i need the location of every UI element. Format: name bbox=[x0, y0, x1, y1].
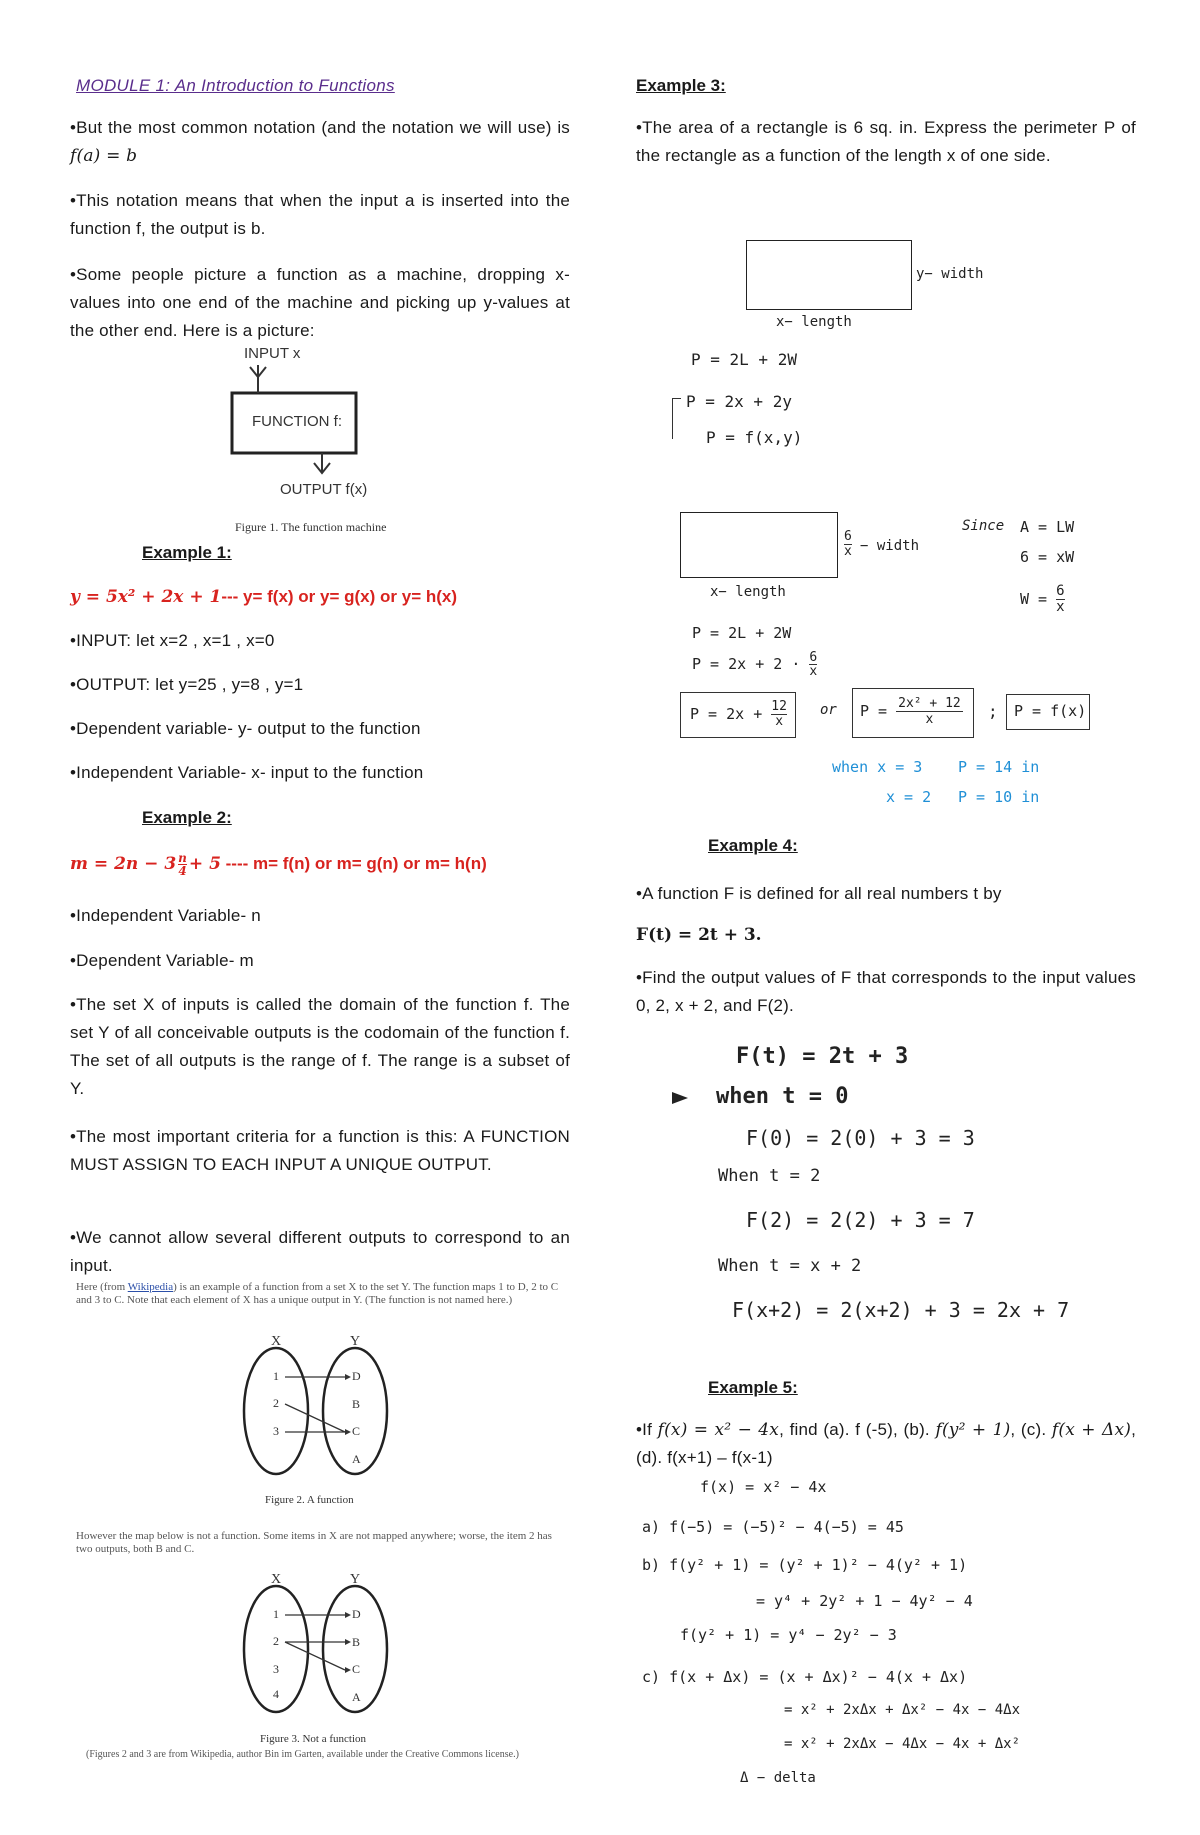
example2-eq-math-b: + 5 bbox=[188, 853, 221, 874]
example5-task-math3: f(x + Δx) bbox=[1051, 1420, 1132, 1440]
perimeter-formula-2: P = 2x + 2y bbox=[686, 392, 792, 411]
semicolon: ; bbox=[988, 702, 998, 721]
example2-fraction bbox=[178, 852, 187, 877]
answer-box-1-a: P = 2x + bbox=[690, 705, 763, 723]
figure3-y-c: C bbox=[352, 1662, 361, 1676]
notation-text: •But the most common notation (and the notation we will use) is bbox=[70, 118, 570, 137]
perimeter-line-2-num: 6 bbox=[809, 650, 818, 665]
function-machine-figure bbox=[220, 345, 460, 505]
since-w-num: 6 bbox=[1056, 583, 1065, 599]
since-w-lhs: W = bbox=[1020, 590, 1048, 608]
example5-task-math1: f(x) = x² − 4x bbox=[657, 1420, 780, 1440]
machine-paragraph: •Some people picture a function as a machine, dropping x-values into one end of the machine and picking up y-values at the other end. Here is a picture: bbox=[70, 265, 570, 340]
rect2-width-label: − width bbox=[860, 538, 920, 554]
example3-heading: Example 3: bbox=[636, 76, 726, 95]
figure3-y-d: D bbox=[352, 1607, 361, 1621]
example5-task bbox=[636, 1416, 1136, 1472]
figure2-diagram bbox=[235, 1334, 435, 1484]
wikipedia-link[interactable]: Wikipedia bbox=[127, 1281, 174, 1293]
machine-output-label: OUTPUT f(x) bbox=[280, 481, 368, 498]
bracket-arrow bbox=[672, 398, 681, 439]
figure2-x-label: X bbox=[271, 1334, 282, 1349]
perimeter-line-2-a: P = 2x + 2 · bbox=[692, 655, 801, 673]
answer-box-2-frac bbox=[896, 696, 963, 727]
rectangle-1 bbox=[746, 240, 912, 310]
figure3-x-4: 4 bbox=[273, 1687, 279, 1701]
hw-f-t: F(t) = 2t + 3 bbox=[736, 1044, 909, 1069]
example2-independent: •Independent Variable- n bbox=[70, 906, 261, 925]
figure2-intro bbox=[76, 1281, 564, 1307]
example4-heading: Example 4: bbox=[708, 836, 798, 855]
hw-f-2: F(2) = 2(2) + 3 = 7 bbox=[746, 1208, 975, 1232]
figure2-set-x-oval bbox=[244, 1348, 308, 1474]
example5-task-d: , (d). f(x+1) – f(x-1) bbox=[636, 1420, 1136, 1467]
since-label: Since bbox=[962, 518, 1005, 534]
perimeter-14: P = 14 in bbox=[958, 758, 1040, 776]
example1-dependent: •Dependent variable- y- output to the function bbox=[70, 719, 421, 738]
figure2-intro-a: Here (from bbox=[76, 1281, 128, 1293]
hw-when-0: when t = 0 bbox=[716, 1084, 849, 1109]
perimeter-line-1: P = 2L + 2W bbox=[692, 624, 792, 642]
figure3-y-a: A bbox=[352, 1690, 361, 1704]
figure2-y-label: Y bbox=[350, 1334, 361, 1349]
or-label: or bbox=[820, 702, 837, 718]
figure3-x-2: 2 bbox=[273, 1634, 279, 1648]
figures-source: (Figures 2 and 3 are from Wikipedia, author Bin im Garten, available under the Creative Commons license.) bbox=[86, 1749, 519, 1760]
notation-meaning-paragraph: •This notation means that when the input a is inserted into the function f, the output is b. bbox=[70, 191, 570, 238]
example2-eq-text: ---- m= f(n) or m= g(n) or m= h(n) bbox=[225, 853, 487, 873]
example2-heading: Example 2: bbox=[142, 808, 232, 827]
notation-paragraph bbox=[70, 114, 570, 170]
notation-math: f(a) = b bbox=[70, 146, 138, 166]
figure2-y-d: D bbox=[352, 1369, 361, 1383]
hw-part-b: b) f(y² + 1) = (y² + 1)² − 4(y² + 1) bbox=[642, 1556, 968, 1574]
example1-eq-math: y = 5x² + 2x + 1 bbox=[70, 587, 222, 607]
hw-part-a: a) f(−5) = (−5)² − 4(−5) = 45 bbox=[642, 1518, 904, 1536]
arrow-bullet-icon bbox=[672, 1092, 688, 1104]
figure3-x-label: X bbox=[271, 1572, 282, 1587]
figure2-caption: Figure 2. A function bbox=[265, 1494, 354, 1506]
example4-task: •Find the output values of F that corresponds to the input values 0, 2, x + 2, and F(2). bbox=[636, 968, 1136, 1015]
example1-input: •INPUT: let x=2 , x=1 , x=0 bbox=[70, 631, 275, 650]
criteria-paragraph: •The most important criteria for a function is this: A FUNCTION MUST ASSIGN TO EACH INPUT A UNIQUE OUTPUT. bbox=[70, 1127, 570, 1174]
hw-when-2: When t = 2 bbox=[718, 1166, 821, 1186]
example1-independent: •Independent Variable- x- input to the function bbox=[70, 763, 424, 782]
example2-equation bbox=[70, 852, 487, 877]
example2-eq-math-a: m = 2n − 3 bbox=[70, 853, 177, 874]
perimeter-line-2 bbox=[692, 651, 817, 678]
hw-fx-def: f(x) = x² − 4x bbox=[700, 1478, 827, 1496]
hw-part-c: c) f(x + Δx) = (x + Δx)² − 4(x + Δx) bbox=[642, 1668, 968, 1686]
answer-box-3-text: P = f(x) bbox=[1014, 702, 1087, 720]
answer-box-2-num: 2x² + 12 bbox=[898, 696, 961, 711]
hw-part-c-3: = x² + 2xΔx − 4Δx − 4x + Δx² bbox=[784, 1736, 1021, 1752]
hw-part-b-3: f(y² + 1) = y⁴ − 2y² − 3 bbox=[680, 1626, 897, 1644]
figure3-y-b: B bbox=[352, 1635, 361, 1649]
since-w-frac bbox=[1056, 584, 1064, 615]
hw-f-0: F(0) = 2(0) + 3 = 3 bbox=[746, 1126, 975, 1150]
domain-paragraph: •The set X of inputs is called the domain of the function f. The set Y of all conceivable outputs is the codomain of the function f. The set of all outputs is the range of f. The range is a subset of Y. bbox=[70, 995, 570, 1098]
perimeter-formula-1: P = 2L + 2W bbox=[691, 350, 797, 369]
hw-when-x2: When t = x + 2 bbox=[718, 1256, 862, 1276]
since-area: A = LW bbox=[1020, 518, 1075, 536]
example5-task-a: •If bbox=[636, 1420, 658, 1439]
perimeter-line-2-frac bbox=[809, 651, 817, 678]
example1-heading: Example 1: bbox=[142, 543, 232, 562]
when-x-2: x = 2 bbox=[886, 788, 932, 806]
rect2-frac-num: 6 bbox=[844, 529, 852, 544]
figure2-x-1: 1 bbox=[273, 1369, 279, 1383]
answer-box-1-num: 12 bbox=[771, 699, 787, 714]
figure3-arrow-2-c bbox=[285, 1642, 345, 1670]
figure3-diagram bbox=[235, 1572, 435, 1722]
since-w bbox=[1020, 584, 1065, 615]
figure2-intro-b: ) is an example of a function from a set X to the set Y. The function maps 1 to D, 2 to C and 3 to C. Note that each element of X has a unique output in Y. (The function is not named here.) bbox=[76, 1281, 559, 1306]
rect2-length-label: x− length bbox=[710, 584, 786, 600]
figure2-mapping bbox=[235, 1334, 435, 1484]
output-arrow-icon bbox=[314, 453, 330, 473]
answer-box-1-frac bbox=[771, 700, 787, 729]
perimeter-formula-3: P = f(x,y) bbox=[706, 428, 803, 447]
example5-task-math2: f(y² + 1) bbox=[935, 1420, 1011, 1440]
example2-dependent: •Dependent Variable- m bbox=[70, 951, 254, 970]
rect2-frac bbox=[844, 530, 852, 559]
example3-paragraph: •The area of a rectangle is 6 sq. in. Express the perimeter P of the rectangle as a function of the length x of one side. bbox=[636, 118, 1136, 165]
hw-delta-note: Δ − delta bbox=[740, 1770, 816, 1786]
hw-part-c-2: = x² + 2xΔx + Δx² − 4x − 4Δx bbox=[784, 1702, 1021, 1718]
input-funnel-icon bbox=[250, 365, 266, 383]
figure3-x-1: 1 bbox=[273, 1607, 279, 1621]
figure2-x-2: 2 bbox=[273, 1396, 279, 1410]
answer-box-2-text bbox=[860, 696, 963, 727]
example4-definition-text: •A function F is defined for all real numbers t by bbox=[636, 884, 1002, 903]
figure2-y-a: A bbox=[352, 1452, 361, 1466]
example1-eq-text: --- y= f(x) or y= g(x) or y= h(x) bbox=[221, 587, 458, 606]
figure2-x-3: 3 bbox=[273, 1424, 279, 1438]
hw-f-x2: F(x+2) = 2(x+2) + 3 = 2x + 7 bbox=[732, 1298, 1070, 1322]
rect1-width-label: y− width bbox=[916, 266, 984, 282]
example5-heading: Example 5: bbox=[708, 1378, 798, 1397]
answer-box-2-a: P = bbox=[860, 702, 888, 720]
figure2-y-b: B bbox=[352, 1397, 361, 1411]
perimeter-10: P = 10 in bbox=[958, 788, 1040, 806]
example1-equation bbox=[70, 587, 457, 607]
rectangle-2 bbox=[680, 512, 838, 578]
example5-task-c: , (c). bbox=[1010, 1420, 1052, 1439]
since-six: 6 = xW bbox=[1020, 548, 1075, 566]
example1-output: •OUTPUT: let y=25 , y=8 , y=1 bbox=[70, 675, 304, 694]
rect2-frac-den: x bbox=[844, 544, 852, 559]
figure2-y-c: C bbox=[352, 1424, 361, 1438]
figure1-caption: Figure 1. The function machine bbox=[235, 520, 387, 534]
machine-box-label: FUNCTION f: bbox=[252, 413, 342, 430]
figure3-intro: However the map below is not a function. Some items in X are not mapped anywhere; worse, the item 2 has two outputs, both B and C. bbox=[76, 1530, 552, 1555]
figure2-arrow-2-c bbox=[285, 1404, 345, 1432]
answer-box-1-text bbox=[690, 700, 787, 729]
example2-frac-den: 4 bbox=[178, 864, 187, 878]
example4-function: F(t) = 2t + 3. bbox=[636, 925, 762, 945]
figure3-y-label: Y bbox=[350, 1572, 361, 1587]
module-title: MODULE 1: An Introduction to Functions bbox=[76, 76, 395, 95]
example2-frac-num: n bbox=[178, 851, 187, 865]
answer-box-1-den: x bbox=[775, 714, 784, 729]
several-outputs-paragraph: •We cannot allow several different outputs to correspond to an input. bbox=[70, 1228, 570, 1275]
since-w-den: x bbox=[1056, 599, 1065, 615]
perimeter-line-2-den: x bbox=[809, 664, 818, 679]
figure3-x-3: 3 bbox=[273, 1662, 279, 1676]
hw-part-b-2: = y⁴ + 2y² + 1 − 4y² − 4 bbox=[756, 1592, 973, 1610]
when-x-3: when x = 3 bbox=[832, 758, 923, 776]
rect1-length-label: x− length bbox=[776, 314, 852, 330]
figure3-caption: Figure 3. Not a function bbox=[260, 1733, 367, 1745]
figure3-mapping bbox=[235, 1572, 435, 1722]
answer-box-2-den: x bbox=[925, 712, 934, 727]
machine-input-label: INPUT x bbox=[244, 345, 301, 362]
example5-task-b: , find (a). f (-5), (b). bbox=[779, 1420, 936, 1439]
